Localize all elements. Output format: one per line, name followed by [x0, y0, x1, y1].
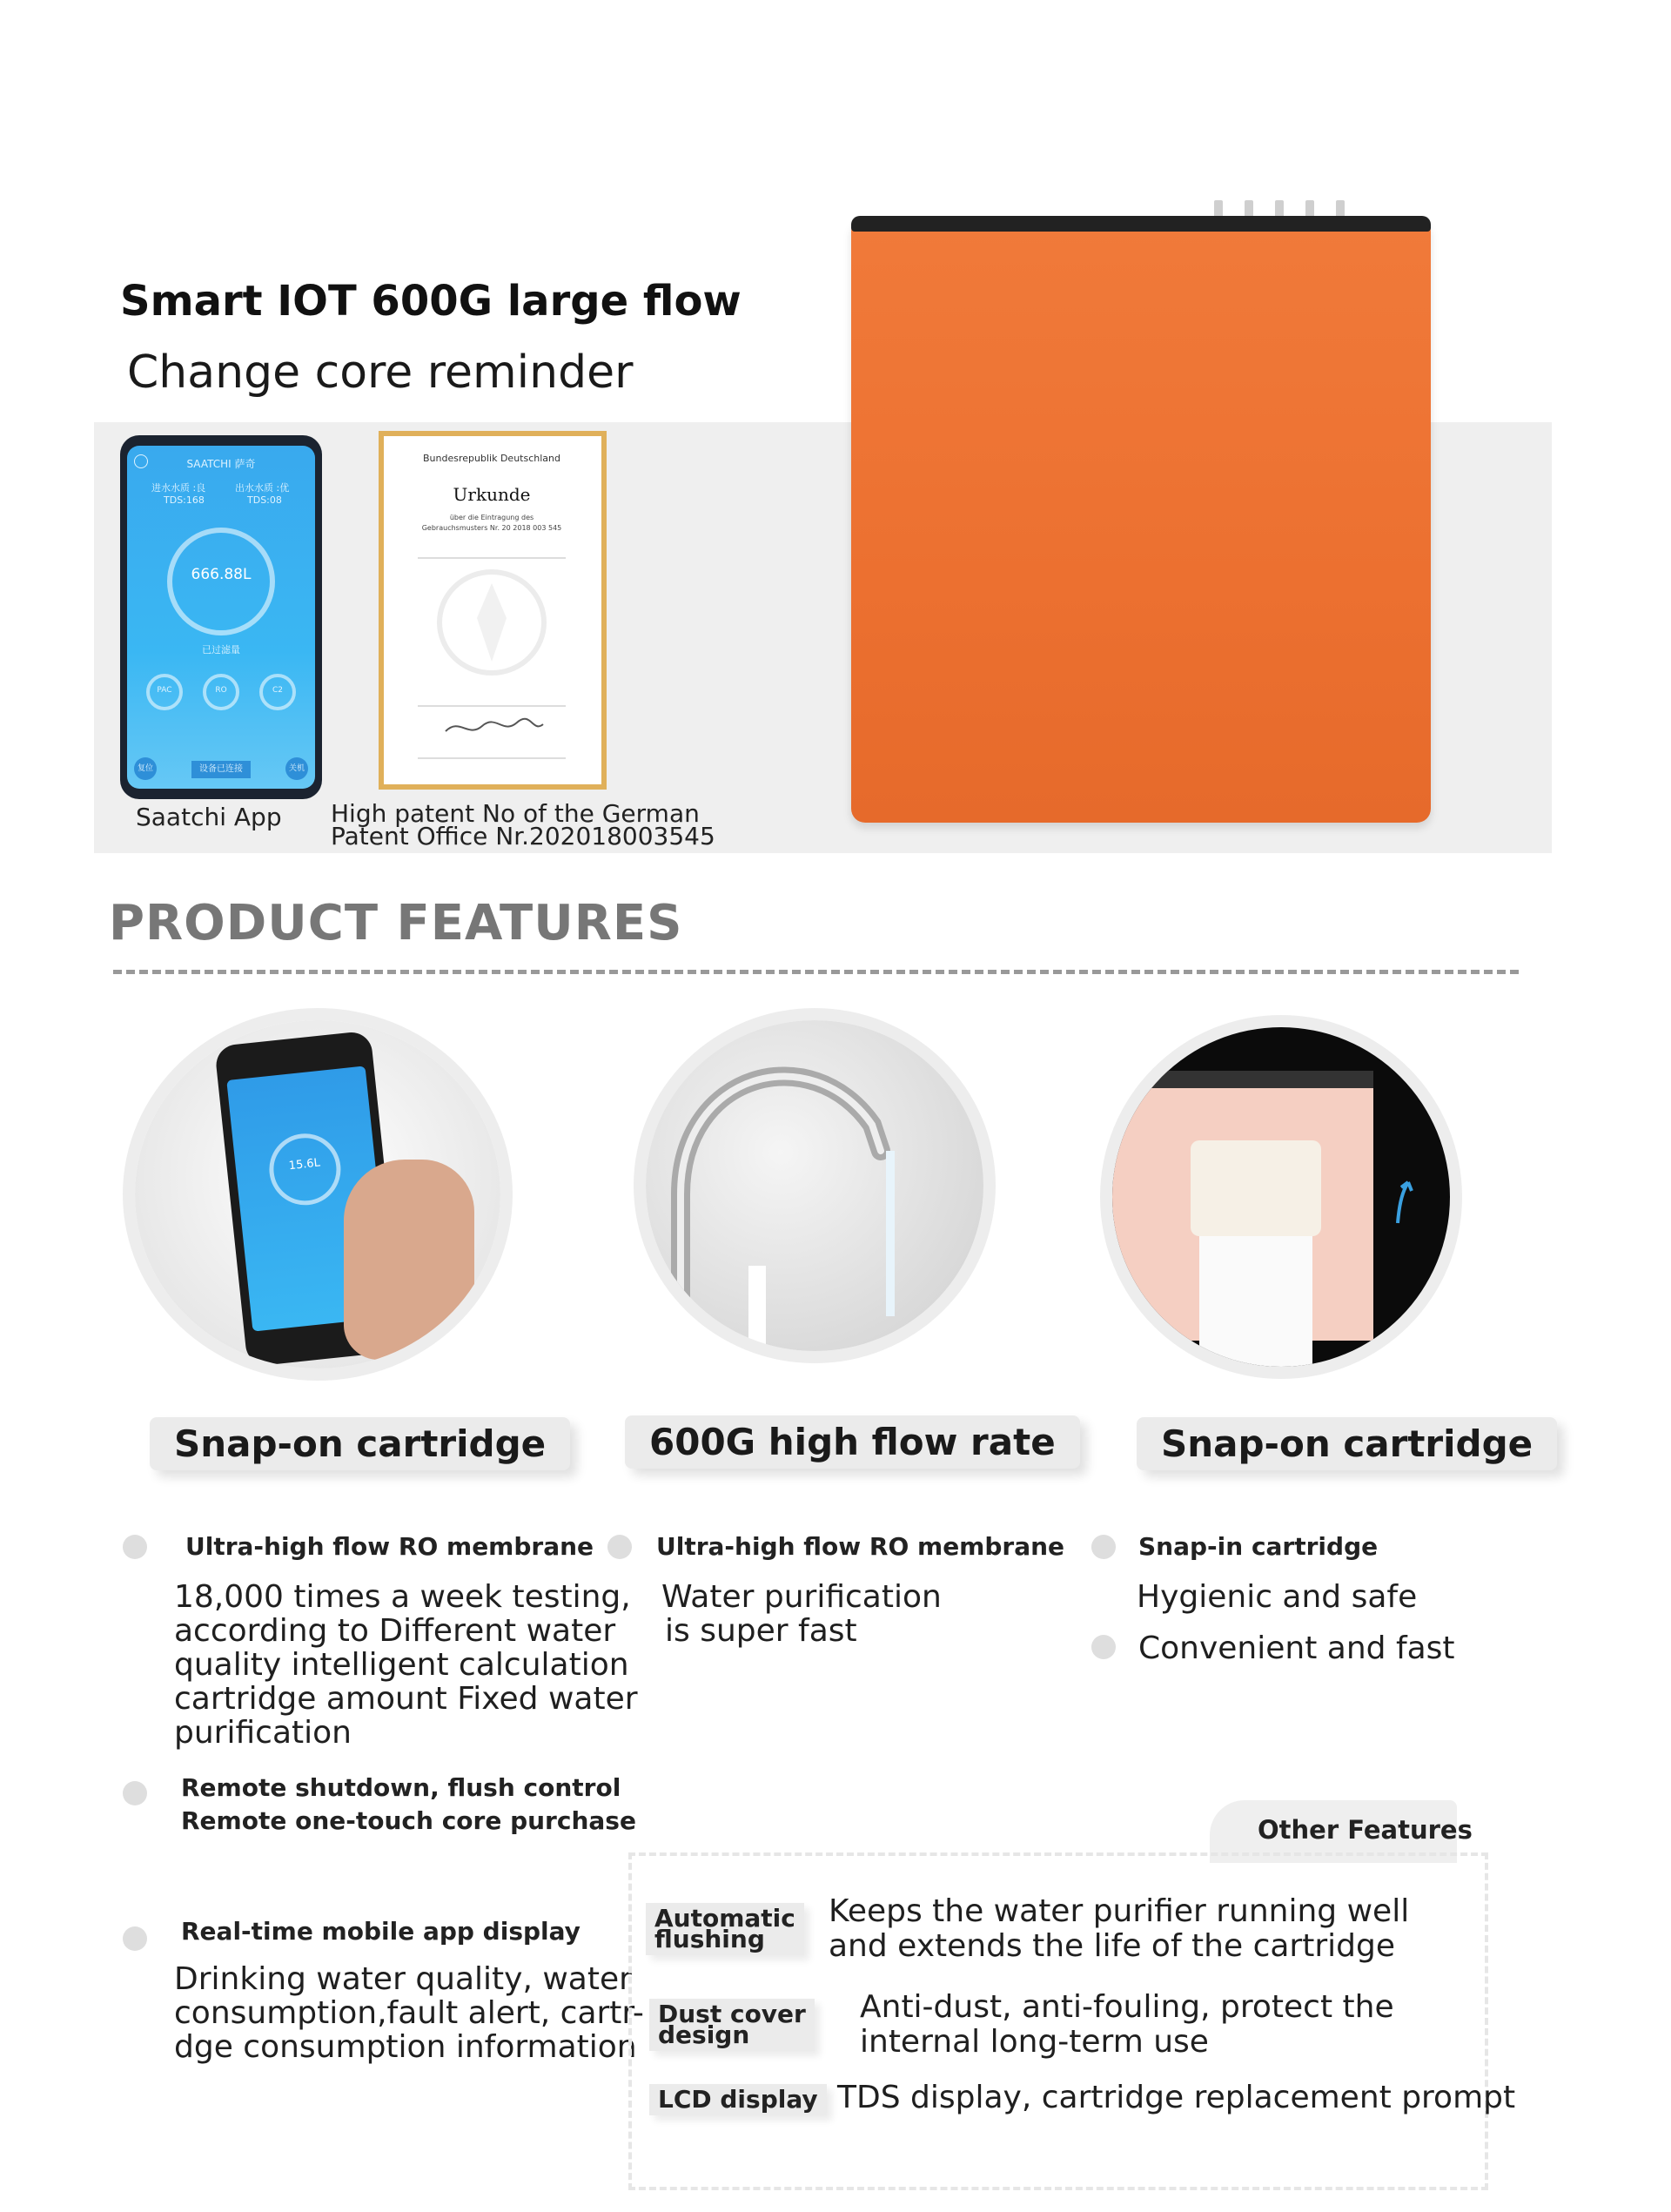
- dashed-divider: [113, 970, 1519, 974]
- app-inlet-tds: TDS:168: [164, 494, 205, 506]
- app-brand: SAATCHI 萨奇: [186, 458, 256, 470]
- bullet-text: [174, 1580, 638, 1750]
- other-feature-label-line: flushing: [654, 1925, 765, 1953]
- app-caption: Saatchi App: [136, 803, 282, 831]
- bullet-heading: Ultra-high flow RO membrane: [185, 1532, 594, 1561]
- certificate-rule: [418, 705, 566, 707]
- app-outlet-tds: TDS:08: [247, 494, 282, 506]
- app-inlet-label: 进水水质 :良: [151, 482, 206, 494]
- bullet-text-line: is super fast: [665, 1613, 857, 1649]
- app-connected-button[interactable]: 设备已连接: [191, 761, 251, 778]
- bullet-text: Hygienic and safe: [1137, 1579, 1418, 1615]
- other-feature-description: [829, 1894, 1409, 1964]
- patent-caption-line: Patent Office Nr.202018003545: [331, 822, 715, 851]
- bullet-text-line: dge consumption information: [174, 2029, 637, 2065]
- certificate-rule: [418, 757, 566, 759]
- certificate-line-1: über die Eintragung des: [449, 514, 534, 521]
- other-feature-description-line: Keeps the water purifier running well: [829, 1893, 1410, 1929]
- purifier-top-cap: [851, 216, 1431, 232]
- other-feature-label: [649, 1999, 815, 2051]
- bullet-heading-line: Remote one-touch core purchase: [181, 1806, 636, 1835]
- certificate-line-2: Gebrauchsmusters Nr. 20 2018 003 545: [421, 524, 562, 532]
- bullet-text-line: purification: [174, 1715, 352, 1751]
- bullet-dot: [123, 1926, 147, 1951]
- bullet-dot: [1091, 1635, 1116, 1659]
- hand-phone-value: 15.6L: [288, 1156, 321, 1173]
- other-feature-label-line: design: [658, 2020, 750, 2049]
- bullet-text: [661, 1580, 942, 1648]
- arrow-up-icon: [1391, 1175, 1417, 1227]
- other-feature-label: [649, 2084, 827, 2115]
- bullet-heading-line: Remote shutdown, flush control: [181, 1773, 621, 1802]
- hand-shape: [344, 1160, 474, 1360]
- other-feature-description: [837, 2081, 1515, 2115]
- other-features-title: Other Features: [1258, 1815, 1473, 1845]
- cartridge-housing-top: [1112, 1071, 1373, 1088]
- app-reset-button[interactable]: 复位: [134, 757, 157, 780]
- feature-image-app: [135, 1020, 500, 1368]
- filter-label-ro: RO: [215, 686, 227, 695]
- patent-caption-line: High patent No of the German: [331, 799, 700, 828]
- other-feature-label-line: Dust cover: [658, 2000, 806, 2028]
- product-title: Smart IOT 600G large flow: [120, 277, 742, 326]
- feature-image-faucet: [646, 1020, 983, 1351]
- other-feature-description-line: and extends the life of the cartridge: [829, 1928, 1396, 1964]
- faucet-icon: [646, 1020, 983, 1351]
- app-screen: [127, 446, 315, 789]
- bullet-heading: Real-time mobile app display: [181, 1917, 580, 1946]
- app-outlet-label: 出水水质 :优: [235, 482, 290, 494]
- app-power-button[interactable]: 关机: [285, 757, 308, 780]
- other-feature-label-line: LCD display: [658, 2085, 818, 2114]
- other-feature-label: [646, 1903, 804, 1955]
- back-icon: [134, 454, 148, 468]
- feature-pill-3: Snap-on cartridge: [1137, 1417, 1557, 1470]
- eagle-seal-icon: [428, 566, 555, 679]
- other-feature-description: [860, 1990, 1394, 2060]
- filter-label-pac: PAC: [157, 686, 172, 695]
- feature-image-cartridge: [1112, 1027, 1450, 1367]
- bullet-text-line: quality intelligent calculation: [174, 1647, 629, 1683]
- other-feature-description-line: TDS display, cartridge replacement prompt: [837, 2080, 1516, 2115]
- water-purifier-image: [851, 218, 1431, 823]
- bullet-text: Convenient and fast: [1138, 1630, 1455, 1666]
- other-feature-description-line: Anti-dust, anti-fouling, protect the: [860, 1989, 1394, 2025]
- bullet-dot: [123, 1781, 147, 1805]
- app-volume-label: 已过滤量: [202, 644, 240, 656]
- patent-caption: [331, 799, 715, 851]
- bullet-text-line: Water purification: [661, 1579, 942, 1615]
- bullet-text-line: consumption,fault alert, cartr-: [174, 1995, 644, 2031]
- other-feature-description-line: internal long-term use: [860, 2024, 1209, 2060]
- bullet-text-line: cartridge amount Fixed water: [174, 1681, 638, 1717]
- bullet-dot: [607, 1535, 632, 1559]
- feature-pill-2: 600G high flow rate: [625, 1415, 1080, 1469]
- bullet-text: [174, 1962, 644, 2064]
- bullet-text-line: 18,000 times a week testing,: [174, 1579, 631, 1615]
- product-subtitle: Change core reminder: [127, 346, 634, 399]
- feature-pill-1: Snap-on cartridge: [150, 1417, 570, 1470]
- bullet-dot: [1091, 1535, 1116, 1559]
- certificate-title: Urkunde: [453, 484, 531, 505]
- cartridge-body: [1199, 1236, 1312, 1367]
- bullet-heading: [181, 1772, 636, 1838]
- bullet-heading: Ultra-high flow RO membrane: [656, 1532, 1065, 1561]
- certificate-header: Bundesrepublik Deutschland: [423, 453, 560, 464]
- certificate-rule: [418, 557, 566, 559]
- section-title: PRODUCT FEATURES: [109, 895, 683, 951]
- signature-icon: [442, 714, 547, 740]
- cartridge-head: [1191, 1140, 1321, 1236]
- bullet-heading: Snap-in cartridge: [1138, 1532, 1379, 1561]
- bullet-dot: [123, 1535, 147, 1559]
- bullet-text-line: Drinking water quality, water: [174, 1961, 632, 1997]
- bullet-text-line: according to Different water: [174, 1613, 616, 1649]
- filter-label-c2: C2: [272, 686, 283, 695]
- other-feature-label-line: Automatic: [654, 1904, 795, 1933]
- app-volume: 666.88L: [191, 566, 252, 583]
